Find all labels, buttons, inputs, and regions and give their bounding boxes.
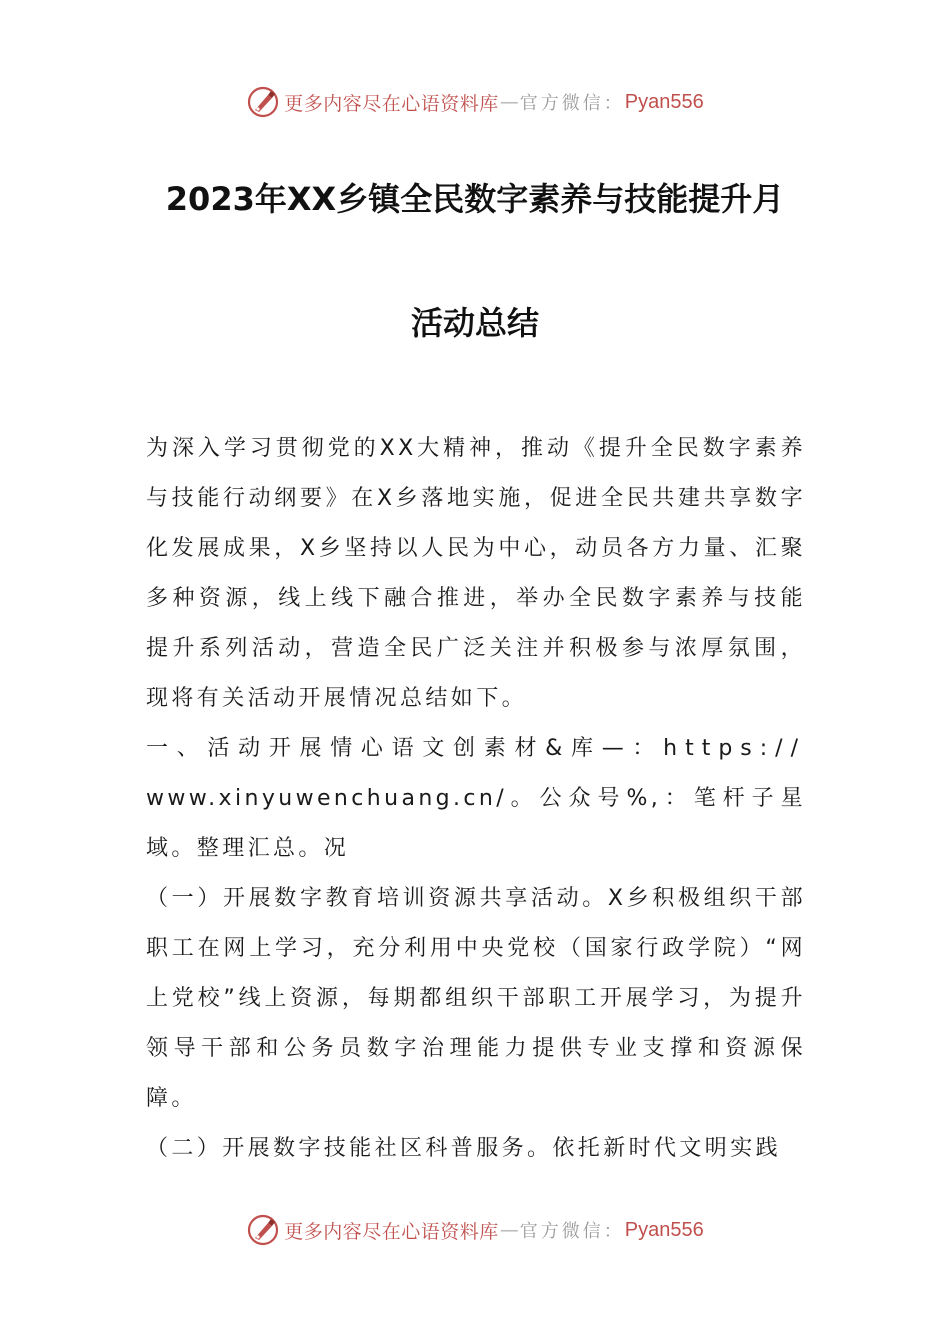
document-title-line-2: 活动总结	[410, 304, 539, 342]
banner-separator: —	[499, 1219, 519, 1241]
wechat-id: Pyan556	[624, 1218, 704, 1241]
document-body	[146, 424, 806, 1174]
pen-nib-logo-icon	[246, 1213, 280, 1247]
header-banner	[0, 82, 950, 122]
wechat-id: Pyan556	[624, 90, 704, 113]
document-title-line-1: 2023年XX乡镇全民数字素养与技能提升月	[165, 180, 785, 218]
wechat-label: 官方微信：	[519, 93, 625, 114]
paragraph-intro: 为深入学习贯彻党的XX大精神，推动《提升全民数字素养与技能行动纲要》在X乡落地实施，促进全民共建共享数字化发展成果，X乡坚持以人民为中心，动员各方力量、汇聚多种资源，线上线下融合推进，举办全民数字素养与技能提升系列活动，营造全民广泛关注并积极参与浓厚氛围，现将有关活动开展情况总结如下。	[146, 436, 806, 711]
paragraph-item-2: （二）开展数字技能社区科普服务。依托新时代文明实践	[146, 1136, 782, 1161]
paragraph-item-1: （一）开展数字教育培训资源共享活动。X乡积极组织干部职工在网上学习，充分利用中央党校（国家行政学院）“网上党校”线上资源，每期都组织干部职工开展学习，为提升领导干部和公务员数字治理能力提供专业支撑和资源保障。	[146, 886, 806, 1111]
section-heading-line: 一、活动开展情心语文创素材&库—：https://	[146, 736, 806, 761]
banner-separator: —	[499, 91, 519, 113]
wechat-label: 官方微信：	[519, 1221, 625, 1242]
banner-slogan: 更多内容尽在心语资料库	[284, 1220, 499, 1243]
pen-nib-logo-icon	[246, 85, 280, 119]
footer-banner	[0, 1210, 950, 1250]
banner-slogan: 更多内容尽在心语资料库	[284, 92, 499, 115]
paragraph-source-note: www.xinyuwenchuang.cn/。公众号%,：笔杆子星域。整理汇总。况	[146, 786, 806, 861]
